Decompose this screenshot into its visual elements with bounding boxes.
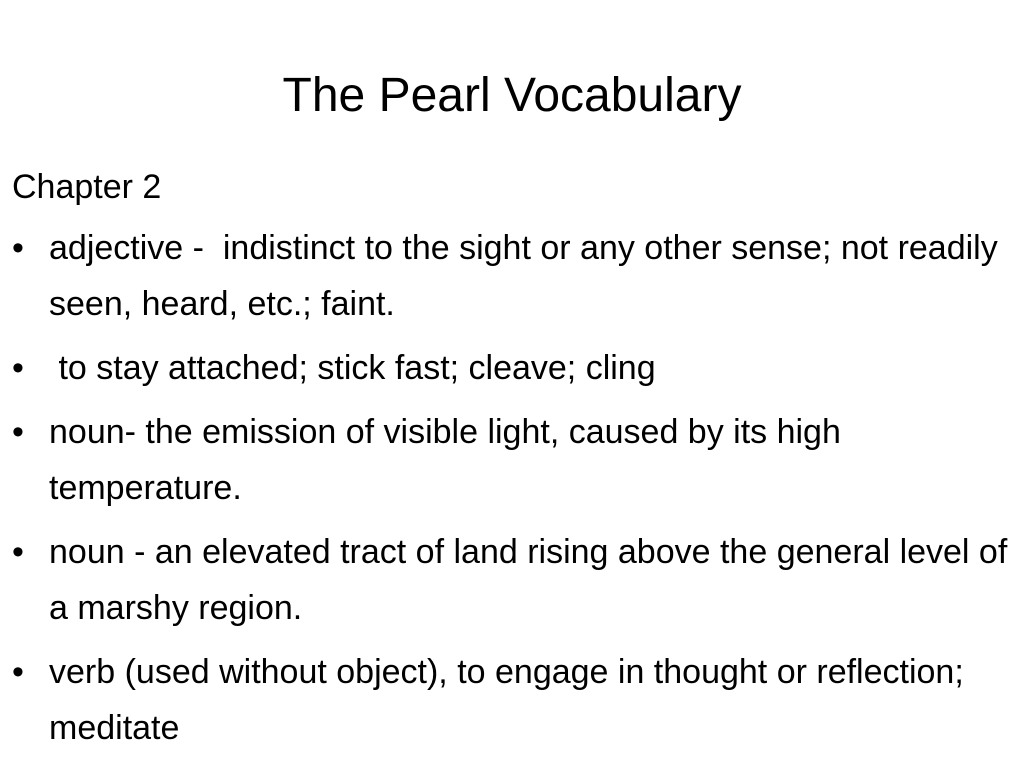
bullet-icon: •	[12, 653, 24, 691]
list-item	[12, 220, 1012, 332]
list-item	[12, 644, 1012, 756]
list-item	[12, 340, 1012, 396]
definition-text: adjective - indistinct to the sight or any other sense; not readily seen, heard, etc.; faint.	[49, 229, 1008, 323]
slide-title: The Pearl Vocabulary	[282, 69, 742, 122]
definition-text: to stay attached; stick fast; cleave; cling	[49, 349, 656, 387]
slide-body	[12, 164, 1017, 764]
bullet-icon: •	[12, 533, 24, 571]
definition-text: verb (used without object), to engage in thought or reflection; meditate	[49, 653, 974, 747]
list-item	[12, 404, 1012, 516]
bullet-icon: •	[12, 413, 24, 451]
bullet-icon: •	[12, 349, 24, 387]
definition-text: noun- the emission of visible light, caused by its high temperature.	[49, 413, 851, 507]
list-item	[12, 524, 1017, 636]
definition-text: noun - an elevated tract of land rising above the general level of a marshy region.	[49, 533, 1017, 627]
bullet-icon: •	[12, 229, 24, 267]
chapter-heading: Chapter 2	[12, 168, 162, 206]
definition-list	[12, 220, 1017, 756]
